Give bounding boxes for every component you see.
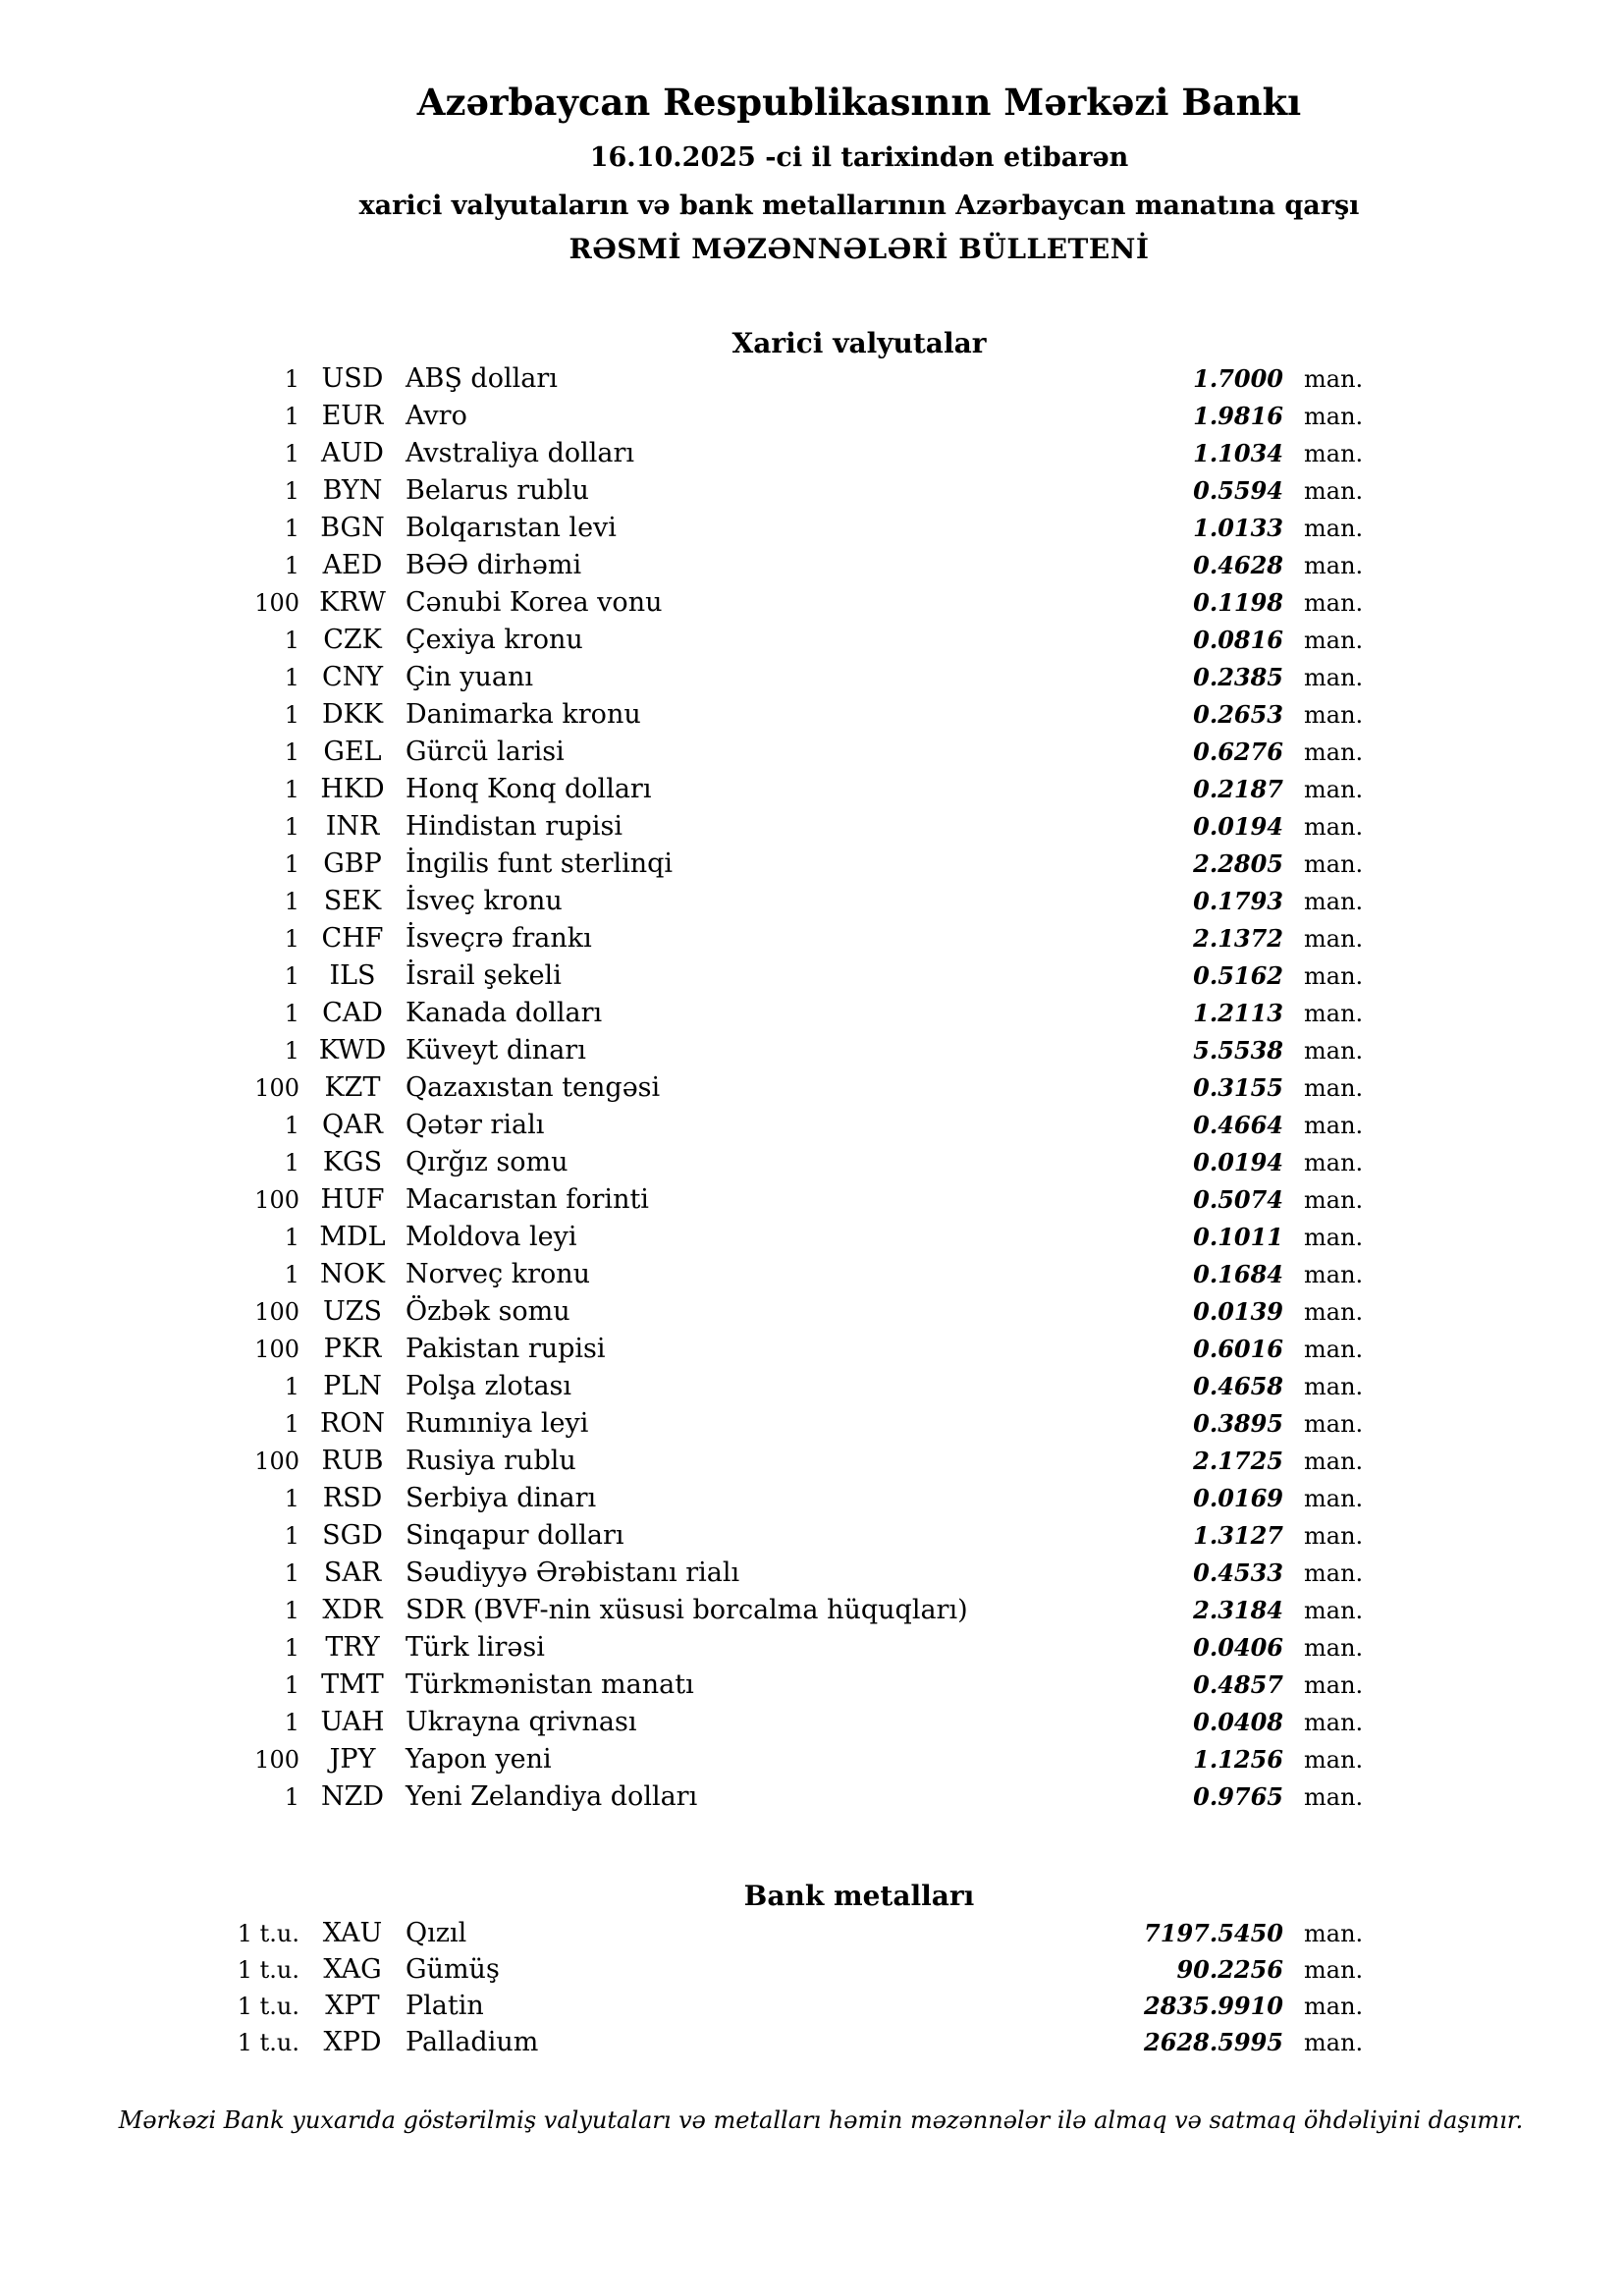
currency-rate: 2.2805 <box>1193 849 1283 878</box>
currency-row <box>147 1371 1372 1408</box>
currency-name: Qırğız somu <box>406 1147 568 1177</box>
currency-code: INR <box>325 811 380 842</box>
currency-code: KGS <box>322 1147 383 1177</box>
manat-unit-label: man. <box>1304 477 1364 505</box>
currency-rate: 2.3184 <box>1193 1596 1283 1624</box>
currency-name: Gürcü larisi <box>406 737 565 767</box>
currency-code: BGN <box>320 513 385 543</box>
currency-row <box>147 1669 1372 1707</box>
currency-quantity: 1 <box>284 1559 299 1587</box>
currency-rate: 0.0406 <box>1193 1633 1283 1662</box>
metal-code: XAG <box>323 1954 382 1985</box>
currency-quantity: 1 <box>284 1373 299 1400</box>
manat-unit-label: man. <box>1304 1671 1364 1699</box>
currency-row <box>147 1110 1372 1147</box>
currency-code: EUR <box>321 401 384 431</box>
currency-name: Qətər rialı <box>406 1110 545 1140</box>
currency-code: RON <box>319 1408 386 1439</box>
currency-code: UAH <box>320 1707 385 1737</box>
currency-row <box>147 1632 1372 1669</box>
manat-unit-label: man. <box>1304 1000 1364 1027</box>
manat-unit-label: man. <box>1304 664 1364 691</box>
currency-name: Macarıstan forinti <box>406 1184 649 1215</box>
manat-unit-label: man. <box>1304 1224 1364 1251</box>
metal-quantity: 1 t.u. <box>237 2029 299 2056</box>
currency-rate: 0.1011 <box>1193 1223 1283 1251</box>
currency-row <box>147 475 1372 513</box>
currency-name: Yapon yeni <box>406 1744 552 1775</box>
currency-code: NZD <box>320 1781 385 1812</box>
currency-quantity: 100 <box>254 1746 299 1774</box>
currency-quantity: 1 <box>284 1709 299 1736</box>
currency-name: Türk lirəsi <box>406 1632 545 1663</box>
currency-code: BYN <box>322 475 383 506</box>
currency-row <box>147 886 1372 923</box>
bulletin-title: RƏSMİ MƏZƏNNƏLƏRİ BÜLLETENİ <box>568 233 1150 265</box>
manat-unit-label: man. <box>1304 1783 1364 1811</box>
manat-unit-label: man. <box>1304 1920 1364 1947</box>
currency-row <box>147 401 1372 438</box>
manat-unit-label: man. <box>1304 1597 1364 1624</box>
currency-row <box>147 1707 1372 1744</box>
manat-unit-label: man. <box>1304 515 1364 542</box>
currency-row <box>147 848 1372 886</box>
currency-name: Bolqarıstan levi <box>406 513 617 543</box>
manat-unit-label: man. <box>1304 1485 1364 1512</box>
currency-quantity: 1 <box>284 776 299 803</box>
manat-unit-label: man. <box>1304 552 1364 579</box>
currency-quantity: 100 <box>254 1336 299 1363</box>
currency-code: KZT <box>324 1072 381 1103</box>
metal-row <box>147 1918 1372 1954</box>
currency-quantity: 1 <box>284 664 299 691</box>
subtitle-line: xarici valyutaların və bank metallarının Azərbaycan manatına qarşı <box>358 191 1360 221</box>
manat-unit-label: man. <box>1304 813 1364 841</box>
currency-rate: 0.5594 <box>1193 476 1283 505</box>
currency-row <box>147 1072 1372 1110</box>
manat-unit-label: man. <box>1304 403 1364 430</box>
currency-code: CZK <box>323 625 382 655</box>
currency-quantity: 1 <box>284 1485 299 1512</box>
currency-row <box>147 1147 1372 1184</box>
metal-name: Platin <box>406 1991 484 2021</box>
currency-quantity: 100 <box>254 1298 299 1326</box>
currency-name: İngilis funt sterlinqi <box>406 848 674 879</box>
currency-row <box>147 998 1372 1035</box>
metal-rate: 7197.5450 <box>1144 1919 1283 1947</box>
manat-unit-label: man. <box>1304 2029 1364 2056</box>
currency-code: JPY <box>329 1744 376 1775</box>
metal-code: XAU <box>322 1918 383 1948</box>
currency-rate: 0.4533 <box>1193 1558 1283 1587</box>
currency-code: ILS <box>329 960 376 991</box>
currency-name: Hindistan rupisi <box>406 811 623 842</box>
manat-unit-label: man. <box>1304 1956 1364 1984</box>
currency-name: Cənubi Korea vonu <box>406 587 663 618</box>
currency-quantity: 1 <box>284 1224 299 1251</box>
currency-name: Serbiya dinarı <box>406 1483 597 1513</box>
currency-quantity: 1 <box>284 1112 299 1139</box>
metal-name: Qızıl <box>406 1918 467 1948</box>
currency-code: RSD <box>322 1483 383 1513</box>
currency-rate: 0.2653 <box>1193 700 1283 729</box>
manat-unit-label: man. <box>1304 925 1364 953</box>
currency-name: Qazaxıstan tengəsi <box>406 1072 661 1103</box>
metal-row <box>147 2027 1372 2063</box>
currency-code: UZS <box>322 1296 382 1327</box>
currency-code: USD <box>321 363 384 394</box>
currency-name: ABŞ dolları <box>406 363 558 394</box>
currency-quantity: 1 <box>284 552 299 579</box>
currency-row <box>147 960 1372 998</box>
currency-code: CHF <box>321 923 384 954</box>
metal-name: Palladium <box>406 2027 539 2057</box>
currency-row <box>147 1408 1372 1446</box>
manat-unit-label: man. <box>1304 1634 1364 1662</box>
currency-rate: 0.0408 <box>1193 1708 1283 1736</box>
metal-rate: 2835.9910 <box>1144 1992 1283 2020</box>
manat-unit-label: man. <box>1304 1448 1364 1475</box>
currency-rate: 1.1034 <box>1193 439 1283 467</box>
currency-quantity: 100 <box>254 1448 299 1475</box>
currency-row <box>147 1595 1372 1632</box>
currency-row <box>147 1520 1372 1558</box>
currency-name: Özbək somu <box>406 1296 570 1327</box>
currency-table <box>147 363 1372 1819</box>
currency-row <box>147 1259 1372 1296</box>
manat-unit-label: man. <box>1304 888 1364 915</box>
manat-unit-label: man. <box>1304 1186 1364 1214</box>
currency-row <box>147 1483 1372 1520</box>
currency-code: QAR <box>322 1110 383 1140</box>
currency-rate: 1.7000 <box>1193 364 1283 393</box>
currency-rate: 0.5162 <box>1193 961 1283 990</box>
metal-code: XPD <box>323 2027 382 2057</box>
currency-name: Honq Konq dolları <box>406 774 652 804</box>
currency-quantity: 1 <box>284 1261 299 1288</box>
metal-name: Gümüş <box>406 1954 500 1985</box>
metal-quantity: 1 t.u. <box>237 1920 299 1947</box>
currency-code: PLN <box>323 1371 382 1401</box>
currency-row <box>147 587 1372 625</box>
currency-quantity: 1 <box>284 403 299 430</box>
currency-rate: 5.5538 <box>1193 1036 1283 1065</box>
currency-quantity: 1 <box>284 515 299 542</box>
currency-rate: 0.5074 <box>1193 1185 1283 1214</box>
currency-code: HUF <box>320 1184 385 1215</box>
currency-row <box>147 513 1372 550</box>
currency-rate: 1.1256 <box>1193 1745 1283 1774</box>
currency-quantity: 1 <box>284 1634 299 1662</box>
currency-quantity: 1 <box>284 1671 299 1699</box>
currency-rate: 0.0169 <box>1193 1484 1283 1512</box>
currency-rate: 0.4857 <box>1193 1670 1283 1699</box>
currency-rate: 0.1684 <box>1193 1260 1283 1288</box>
currency-row <box>147 699 1372 737</box>
currency-name: Moldova leyi <box>406 1222 577 1252</box>
currency-rate: 0.4658 <box>1193 1372 1283 1400</box>
manat-unit-label: man. <box>1304 1746 1364 1774</box>
currency-row <box>147 550 1372 587</box>
currency-name: Belarus rublu <box>406 475 589 506</box>
manat-unit-label: man. <box>1304 1112 1364 1139</box>
currency-row <box>147 1222 1372 1259</box>
currency-quantity: 100 <box>254 589 299 617</box>
currency-name: Yeni Zelandiya dolları <box>406 1781 698 1812</box>
manat-unit-label: man. <box>1304 589 1364 617</box>
currency-row <box>147 1446 1372 1483</box>
currency-code: SEK <box>323 886 382 916</box>
currency-quantity: 100 <box>254 1186 299 1214</box>
effective-date-line: 16.10.2025 -ci il tarixindən etibarən <box>589 142 1129 173</box>
manat-unit-label: man. <box>1304 1373 1364 1400</box>
manat-unit-label: man. <box>1304 1074 1364 1102</box>
currency-rate: 0.2187 <box>1193 775 1283 803</box>
currency-row <box>147 1035 1372 1072</box>
manat-unit-label: man. <box>1304 962 1364 990</box>
currency-quantity: 1 <box>284 962 299 990</box>
manat-unit-label: man. <box>1304 1037 1364 1065</box>
currency-rate: 1.0133 <box>1193 514 1283 542</box>
currency-rate: 0.6016 <box>1193 1335 1283 1363</box>
currency-rate: 0.9765 <box>1193 1782 1283 1811</box>
manat-unit-label: man. <box>1304 1559 1364 1587</box>
currency-code: RUB <box>321 1446 384 1476</box>
currency-quantity: 1 <box>284 1410 299 1438</box>
currency-quantity: 1 <box>284 627 299 654</box>
currency-code: TRY <box>325 1632 380 1663</box>
currency-name: İsveçrə frankı <box>406 923 592 954</box>
currency-code: MDL <box>319 1222 386 1252</box>
currency-rate: 0.4664 <box>1193 1111 1283 1139</box>
currency-row <box>147 774 1372 811</box>
manat-unit-label: man. <box>1304 440 1364 467</box>
metal-code: XPT <box>325 1991 380 2021</box>
currency-row <box>147 1781 1372 1819</box>
currency-rate: 0.6276 <box>1193 738 1283 766</box>
currency-rate: 1.3127 <box>1193 1521 1283 1550</box>
currency-code: CNY <box>321 662 384 692</box>
currency-rate: 0.4628 <box>1193 551 1283 579</box>
currency-code: TMT <box>321 1669 384 1700</box>
currency-row <box>147 1744 1372 1781</box>
currency-rate: 0.1793 <box>1193 887 1283 915</box>
currency-name: SDR (BVF-nin xüsusi borcalma hüquqları) <box>406 1595 968 1625</box>
currency-name: Avstraliya dolları <box>406 438 635 468</box>
metal-quantity: 1 t.u. <box>237 1993 299 2020</box>
currency-name: Sinqapur dolları <box>406 1520 624 1551</box>
currency-quantity: 1 <box>284 925 299 953</box>
manat-unit-label: man. <box>1304 1298 1364 1326</box>
currency-name: İsveç kronu <box>406 886 563 916</box>
currency-section-heading: Xarici valyutalar <box>731 327 987 359</box>
currency-row <box>147 662 1372 699</box>
currency-name: BƏƏ dirhəmi <box>406 550 582 580</box>
currency-name: Kanada dolları <box>406 998 603 1028</box>
currency-quantity: 1 <box>284 701 299 729</box>
currency-rate: 0.3895 <box>1193 1409 1283 1438</box>
currency-row <box>147 438 1372 475</box>
currency-rate: 0.3155 <box>1193 1073 1283 1102</box>
manat-unit-label: man. <box>1304 1993 1364 2020</box>
currency-code: PKR <box>323 1334 382 1364</box>
currency-code: SAR <box>323 1558 382 1588</box>
manat-unit-label: man. <box>1304 1709 1364 1736</box>
currency-rate: 2.1372 <box>1193 924 1283 953</box>
obligation-note: Mərkəzi Bank yuxarıda göstərilmiş valyutaları və metalları həmin məzənnələr ilə almaq və satmaq öhdəliyini daşımır. <box>118 2106 1524 2134</box>
currency-name: Rumıniya leyi <box>406 1408 589 1439</box>
currency-name: Səudiyyə Ərəbistanı rialı <box>406 1558 740 1588</box>
metal-rate: 2628.5995 <box>1144 2028 1283 2056</box>
currency-row <box>147 1184 1372 1222</box>
currency-name: Pakistan rupisi <box>406 1334 606 1364</box>
manat-unit-label: man. <box>1304 627 1364 654</box>
currency-name: Çin yuanı <box>406 662 534 692</box>
currency-code: NOK <box>320 1259 385 1289</box>
currency-quantity: 1 <box>284 1783 299 1811</box>
currency-name: Türkmənistan manatı <box>406 1669 694 1700</box>
manat-unit-label: man. <box>1304 365 1364 393</box>
manat-unit-label: man. <box>1304 776 1364 803</box>
currency-quantity: 1 <box>284 850 299 878</box>
metals-section-heading: Bank metalları <box>743 1880 975 1912</box>
currency-row <box>147 1296 1372 1334</box>
manat-unit-label: man. <box>1304 701 1364 729</box>
currency-name: Norveç kronu <box>406 1259 591 1289</box>
currency-row <box>147 1334 1372 1371</box>
currency-quantity: 1 <box>284 888 299 915</box>
manat-unit-label: man. <box>1304 1149 1364 1176</box>
currency-row <box>147 737 1372 774</box>
currency-quantity: 1 <box>284 813 299 841</box>
currency-row <box>147 923 1372 960</box>
currency-code: GEL <box>323 737 382 767</box>
manat-unit-label: man. <box>1304 1336 1364 1363</box>
currency-code: CAD <box>322 998 383 1028</box>
currency-rate: 0.0816 <box>1193 626 1283 654</box>
currency-row <box>147 811 1372 848</box>
currency-code: KWD <box>318 1035 387 1066</box>
metals-table <box>147 1918 1372 2063</box>
currency-name: Rusiya rublu <box>406 1446 576 1476</box>
currency-name: Polşa zlotası <box>406 1371 572 1401</box>
currency-quantity: 1 <box>284 1597 299 1624</box>
currency-name: Küveyt dinarı <box>406 1035 586 1066</box>
currency-name: Danimarka kronu <box>406 699 641 730</box>
currency-quantity: 1 <box>284 1149 299 1176</box>
metal-row <box>147 1954 1372 1991</box>
currency-code: DKK <box>322 699 383 730</box>
currency-name: Ukrayna qrivnası <box>406 1707 637 1737</box>
metal-row <box>147 1991 1372 2027</box>
bank-name-title: Azərbaycan Respublikasının Mərkəzi Bankı <box>416 81 1302 124</box>
currency-code: AUD <box>321 438 384 468</box>
currency-quantity: 1 <box>284 1000 299 1027</box>
currency-name: İsrail şekeli <box>406 960 562 991</box>
currency-quantity: 1 <box>284 440 299 467</box>
currency-code: GBP <box>323 848 382 879</box>
currency-rate: 0.2385 <box>1193 663 1283 691</box>
currency-rate: 1.9816 <box>1193 402 1283 430</box>
manat-unit-label: man. <box>1304 738 1364 766</box>
manat-unit-label: man. <box>1304 850 1364 878</box>
currency-rate: 0.0194 <box>1193 812 1283 841</box>
currency-code: AED <box>322 550 383 580</box>
currency-quantity: 1 <box>284 365 299 393</box>
currency-code: SGD <box>322 1520 383 1551</box>
currency-rate: 2.1725 <box>1193 1447 1283 1475</box>
currency-quantity: 1 <box>284 1037 299 1065</box>
currency-quantity: 100 <box>254 1074 299 1102</box>
currency-code: HKD <box>320 774 385 804</box>
currency-rate: 0.0139 <box>1193 1297 1283 1326</box>
currency-rate: 0.1198 <box>1193 588 1283 617</box>
currency-code: XDR <box>322 1595 383 1625</box>
metal-quantity: 1 t.u. <box>237 1956 299 1984</box>
currency-rate: 0.0194 <box>1193 1148 1283 1176</box>
manat-unit-label: man. <box>1304 1522 1364 1550</box>
metal-rate: 90.2256 <box>1176 1955 1283 1984</box>
currency-name: Avro <box>406 401 467 431</box>
currency-row <box>147 363 1372 401</box>
manat-unit-label: man. <box>1304 1410 1364 1438</box>
currency-quantity: 1 <box>284 477 299 505</box>
currency-row <box>147 625 1372 662</box>
currency-rate: 1.2113 <box>1193 999 1283 1027</box>
currency-quantity: 1 <box>284 738 299 766</box>
currency-quantity: 1 <box>284 1522 299 1550</box>
currency-name: Çexiya kronu <box>406 625 583 655</box>
currency-row <box>147 1558 1372 1595</box>
manat-unit-label: man. <box>1304 1261 1364 1288</box>
currency-code: KRW <box>319 587 386 618</box>
